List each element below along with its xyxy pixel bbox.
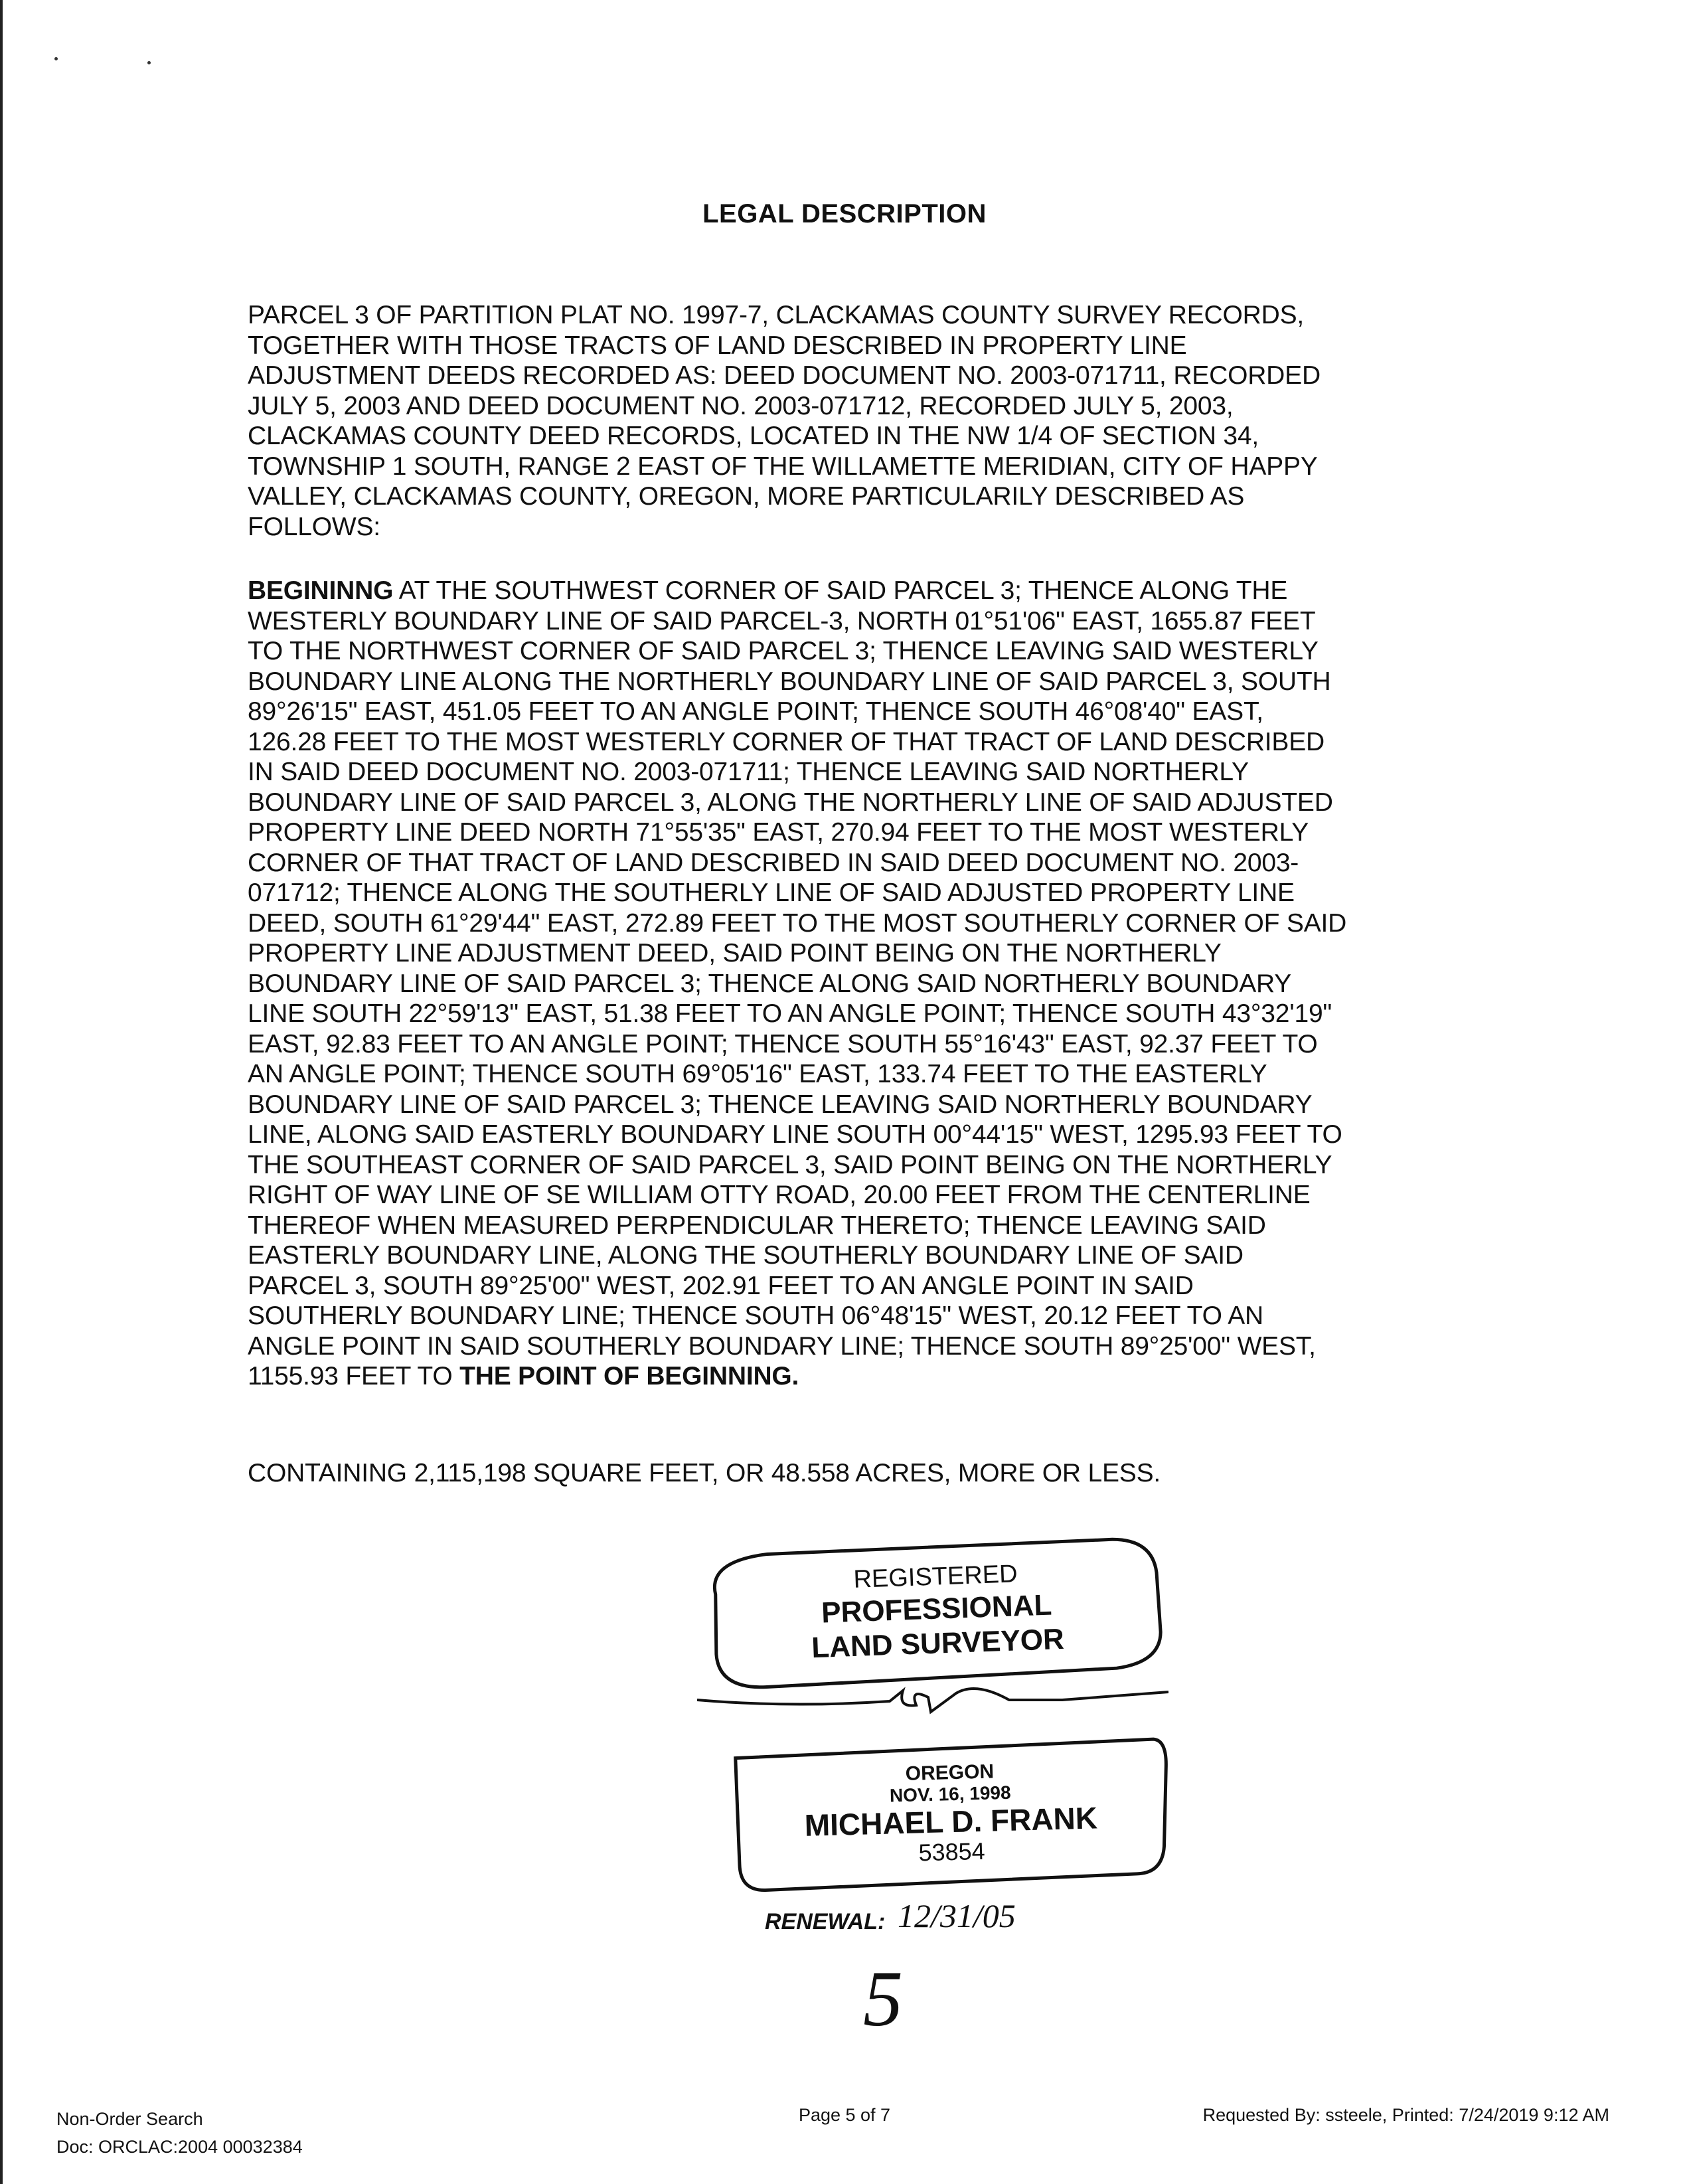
surveyor-stamp [690, 1534, 1168, 1932]
beginning-label: BEGININNG [248, 576, 394, 605]
scan-edge-line [0, 0, 3, 2184]
stamp-professional: PROFESSIONAL [821, 1588, 1053, 1630]
closing-text: 1155.93 FEET TO [248, 1362, 460, 1390]
paragraph-line: 126.28 FEET TO THE MOST WESTERLY CORNER OF THAT TRACT OF LAND DESCRIBED [248, 727, 1325, 756]
paragraph-line: JULY 5, 2003 AND DEED DOCUMENT NO. 2003-071712, RECORDED JULY 5, 2003, [248, 391, 1234, 420]
paragraph-line: THE SOUTHEAST CORNER OF SAID PARCEL 3, SAID POINT BEING ON THE NORTHERLY [248, 1150, 1332, 1179]
stamp-state: OREGON [905, 1760, 995, 1785]
paragraph-line: EAST, 92.83 FEET TO AN ANGLE POINT; THENCE SOUTH 55°16'43" EAST, 92.37 FEET TO [248, 1029, 1318, 1058]
paragraph-line: IN SAID DEED DOCUMENT NO. 2003-071711; THENCE LEAVING SAID NORTHERLY [248, 758, 1249, 786]
area-statement: CONTAINING 2,115,198 SQUARE FEET, OR 48.558 ACRES, MORE OR LESS. [248, 1459, 1161, 1487]
paragraph-line: PROPERTY LINE DEED NORTH 71°55'35" EAST, 270.94 FEET TO THE MOST WESTERLY [248, 818, 1309, 847]
page-number-digit: 5 [863, 1954, 903, 2039]
renewal-date: 12/31/05 [898, 1897, 1016, 1932]
paragraph-line: TOGETHER WITH THOSE TRACTS OF LAND DESCRIBED IN PROPERTY LINE [248, 331, 1187, 360]
paragraph-line: ANGLE POINT IN SAID SOUTHERLY BOUNDARY LINE; THENCE SOUTH 89°25'00" WEST, [248, 1331, 1316, 1361]
paragraph-line [248, 576, 1443, 606]
scan-speck [147, 61, 151, 64]
paragraph-line: VALLEY, CLACKAMAS COUNTY, OREGON, MORE PARTICULARILY DESCRIBED AS [248, 482, 1245, 511]
footer-doc-id: Doc: ORCLAC:2004 00032384 [56, 2137, 303, 2157]
paragraph-line: BOUNDARY LINE OF SAID PARCEL 3; THENCE LEAVING SAID NORTHERLY BOUNDARY [248, 1090, 1313, 1119]
footer-print-info: Requested By: ssteele, Printed: 7/24/2019 9:12 AM [1202, 2105, 1609, 2125]
handwritten-page-number [843, 1952, 923, 2039]
paragraph-line: CORNER OF THAT TRACT OF LAND DESCRIBED IN SAID DEED DOCUMENT NO. 2003- [248, 848, 1299, 877]
stamp-registered: REGISTERED [852, 1560, 1018, 1594]
paragraph-line: 89°26'15" EAST, 451.05 FEET TO AN ANGLE POINT; THENCE SOUTH 46°08'40" EAST, [248, 697, 1263, 726]
footer-page-indicator: Page 5 of 7 [798, 2105, 891, 2125]
signature [697, 1689, 1168, 1712]
paragraph-line: FOLLOWS: [248, 512, 380, 541]
document-title: LEGAL DESCRIPTION [702, 199, 987, 228]
paragraph-line: SOUTHERLY BOUNDARY LINE; THENCE SOUTH 06°48'15" WEST, 20.12 FEET TO AN [248, 1302, 1263, 1330]
renewal-label: RENEWAL: [765, 1909, 886, 1932]
paragraph-line: EASTERLY BOUNDARY LINE, ALONG THE SOUTHERLY BOUNDARY LINE OF SAID [248, 1241, 1244, 1270]
metes-and-bounds-paragraph [248, 576, 1443, 1392]
parcel-description-paragraph [248, 300, 1443, 542]
paragraph-line: CLACKAMAS COUNTY DEED RECORDS, LOCATED IN THE NW 1/4 OF SECTION 34, [248, 422, 1259, 450]
paragraph-line: LINE, ALONG SAID EASTERLY BOUNDARY LINE SOUTH 00°44'15" WEST, 1295.93 FEET TO [248, 1120, 1342, 1149]
footer-search-type: Non-Order Search [56, 2109, 203, 2129]
paragraph-line: LINE SOUTH 22°59'13" EAST, 51.38 FEET TO AN ANGLE POINT; THENCE SOUTH 43°32'19" [248, 999, 1332, 1028]
paragraph-line: RIGHT OF WAY LINE OF SE WILLIAM OTTY ROAD, 20.00 FEET FROM THE CENTERLINE [248, 1181, 1311, 1209]
paragraph-line: 071712; THENCE ALONG THE SOUTHERLY LINE OF SAID ADJUSTED PROPERTY LINE [248, 879, 1295, 907]
paragraph-line: PARCEL 3 OF PARTITION PLAT NO. 1997-7, CLACKAMAS COUNTY SURVEY RECORDS, [248, 301, 1305, 329]
paragraph-line: AN ANGLE POINT; THENCE SOUTH 69°05'16" EAST, 133.74 FEET TO THE EASTERLY [248, 1060, 1267, 1088]
paragraph-line: PROPERTY LINE ADJUSTMENT DEED, SAID POINT BEING ON THE NORTHERLY [248, 939, 1222, 967]
paragraph-line: BOUNDARY LINE OF SAID PARCEL 3; THENCE ALONG SAID NORTHERLY BOUNDARY [248, 969, 1292, 998]
beginning-text: AT THE SOUTHWEST CORNER OF SAID PARCEL 3; THENCE ALONG THE [393, 576, 1288, 605]
paragraph-line: ADJUSTMENT DEEDS RECORDED AS: DEED DOCUMENT NO. 2003-071711, RECORDED [248, 361, 1321, 390]
paragraph-line: THEREOF WHEN MEASURED PERPENDICULAR THERETO; THENCE LEAVING SAID [248, 1211, 1266, 1240]
paragraph-line: DEED, SOUTH 61°29'44" EAST, 272.89 FEET TO THE MOST SOUTHERLY CORNER OF SAID [248, 908, 1347, 938]
stamp-surveyor-name: MICHAEL D. FRANK [804, 1800, 1098, 1843]
stamp-license-number: 53854 [918, 1837, 986, 1867]
stamp-land-surveyor: LAND SURVEYOR [811, 1622, 1065, 1665]
paragraph-line: TOWNSHIP 1 SOUTH, RANGE 2 EAST OF THE WILLAMETTE MERIDIAN, CITY OF HAPPY [248, 452, 1318, 481]
paragraph-line: BOUNDARY LINE OF SAID PARCEL 3, ALONG THE NORTHERLY LINE OF SAID ADJUSTED [248, 788, 1333, 817]
point-of-beginning-label: THE POINT OF BEGINNING. [459, 1362, 799, 1390]
paragraph-line: TO THE NORTHWEST CORNER OF SAID PARCEL 3; THENCE LEAVING SAID WESTERLY [248, 637, 1319, 665]
paragraph-line: WESTERLY BOUNDARY LINE OF SAID PARCEL-3, NORTH 01°51'06" EAST, 1655.87 FEET [248, 606, 1316, 635]
paragraph-line [248, 1361, 1443, 1392]
paragraph-line: BOUNDARY LINE ALONG THE NORTHERLY BOUNDARY LINE OF SAID PARCEL 3, SOUTH [248, 667, 1331, 696]
paragraph-line: PARCEL 3, SOUTH 89°25'00" WEST, 202.91 FEET TO AN ANGLE POINT IN SAID [248, 1271, 1194, 1300]
stamp-date: NOV. 16, 1998 [889, 1782, 1011, 1806]
scan-speck [54, 57, 58, 60]
